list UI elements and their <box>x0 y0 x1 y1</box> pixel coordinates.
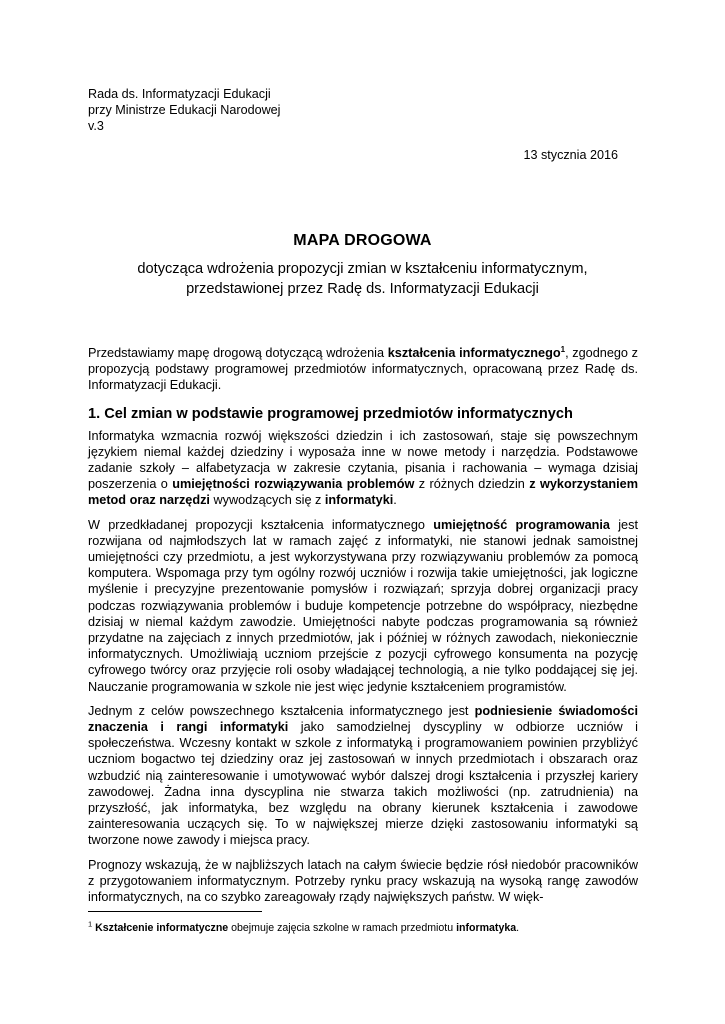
bold-term: Kształcenie informatyczne <box>95 922 229 934</box>
text-run: . <box>393 493 397 508</box>
footnote-number: 1 <box>88 919 93 929</box>
subtitle-line: dotycząca wdrożenia propozycji zmian w kształceniu informatycznym, <box>137 261 588 277</box>
footnote-separator <box>88 911 262 912</box>
footnote <box>88 921 638 935</box>
page-subtitle <box>90 259 635 299</box>
bold-term: kształcenia informatycznego <box>387 346 561 360</box>
bold-term: umiejętności rozwiązywania problemów <box>172 477 415 492</box>
document-date: 13 stycznia 2016 <box>523 148 618 162</box>
bold-term: informatyka <box>456 922 517 934</box>
bold-term: informatyki <box>324 493 394 508</box>
header-version: v.3 <box>88 119 104 133</box>
paragraph <box>88 857 638 906</box>
text-run: wywodzących się z <box>209 493 325 508</box>
text-run: Informatyka wzmacnia rozwój większości dziedzin i ich zastosowań, staje się powszechnym językiem niemal każdej dziedziny i wyposaża inne w nowe metody i narzędzia. Podstawowe zadanie szkoły – alfabetyzacja w zakresie czytania, pisania i rachowania – wymaga dzisiaj poszerzenia o <box>88 428 638 492</box>
intro-paragraph <box>88 345 638 394</box>
text-run: obejmuje zajęcia szkolne w ramach przedmiotu <box>228 922 457 934</box>
text-run: W przedkładanej propozycji kształcenia informatycznego <box>88 517 434 532</box>
bold-term: umiejętność programowania <box>433 517 610 532</box>
bold-term: podniesienie świadomości znaczenia i rangi informatyki <box>88 703 638 735</box>
header-ministry: przy Ministrze Edukacji Narodowej <box>88 103 281 117</box>
footnote-ref: 1 <box>560 344 566 354</box>
bold-term: z wykorzystaniem metod oraz narzędzi <box>88 477 638 508</box>
text-run: jest rozwijana od najmłodszych lat w ramach zajęć z informatyki, nie stanowi jednak samoistnej umiejętności czy przedmiotu, a jest wykorzystywana przy rozwiązywaniu problemów za pomocą komputera. Wspomaga przy tym ogólny rozwój uczniów i rozwija takie umiejętności, jak logiczne myślenie i precyzyjne prezentowanie pomysłów i rozwiązań; sprzyja dobrej organizacji pracy podczas rozwiązywania problemów i buduje kompetencje potrzebne do współpracy, niezbędne dzisiaj w niemal każdym zawodzie. Umiejętności nabyte podczas programowania są również przydatne na zajęciach z innych przedmiotów, jak i później w różnych zawodach, niekoniecznie informatycznych. Umożliwiają uczniom przejście z pozycji cyfrowego konsumenta na pozycję cyfrowego twórcy oraz przyjęcie roli osoby władającej technologią, a nie tylko poddającej się jej. Nauczanie programowania w szkole nie jest więc jedynie kształceniem programistów. <box>88 517 638 694</box>
text-run: z różnych dziedzin <box>414 477 530 492</box>
text-run: Przedstawiamy mapę drogową dotyczącą wdrożenia <box>88 346 388 360</box>
text-run: . <box>516 922 520 934</box>
paragraph <box>88 517 638 695</box>
section-heading: 1. Cel zmian w podstawie programowej przedmiotów informatycznych <box>88 405 573 422</box>
document-header <box>88 86 280 134</box>
text-run: jako samodzielnej dyscypliny w odbiorze uczniów i społeczeństwa. Wczesny kontakt w szkole z informatyką i programowaniem powinien przybliżyć uczniom bogactwo tej dziedziny oraz jej zastosowań w innych przedmiotach i obszarach oraz wzbudzić nią zainteresowanie i umotywować wybór dalszej drogi kształcenia i przyszłej kariery zawodowej. Żadna inna dyscyplina nie stwarza takich możliwości (np. zatrudnienia) na przyszłość, jak informatyka, bez względu na obrany kierunek kształcenia i zawodowe zainteresowania uczących się. To w największej mierze dzięki zastosowaniu informatyki są tworzone nowe zawody i miejsca pracy. <box>88 720 638 848</box>
text-run: Prognozy wskazują, że w najbliższych latach na całym świecie będzie rósł niedobór pracowników z przygotowaniem informatycznym. Potrzeby rynku pracy wskazują na wysoką rangę zawodów informatycznych, na co szybko zareagowały rządy największych państw. W więk- <box>88 857 638 905</box>
document-body <box>88 345 638 913</box>
text-run: , zgodnego z propozycją podstawy programowej przedmiotów informatycznych, opracowaną przez Radę ds. Informatyzacji Edukacji. <box>88 346 638 393</box>
paragraph <box>88 703 638 849</box>
header-council-name: Rada ds. Informatyzacji Edukacji <box>88 87 271 101</box>
subtitle-line: przedstawionej przez Radę ds. Informatyzacji Edukacji <box>186 281 539 297</box>
text-run: Jednym z celów powszechnego kształcenia informatycznego jest <box>88 703 475 718</box>
page-title: MAPA DROGOWA <box>293 232 432 249</box>
paragraph <box>88 428 638 509</box>
